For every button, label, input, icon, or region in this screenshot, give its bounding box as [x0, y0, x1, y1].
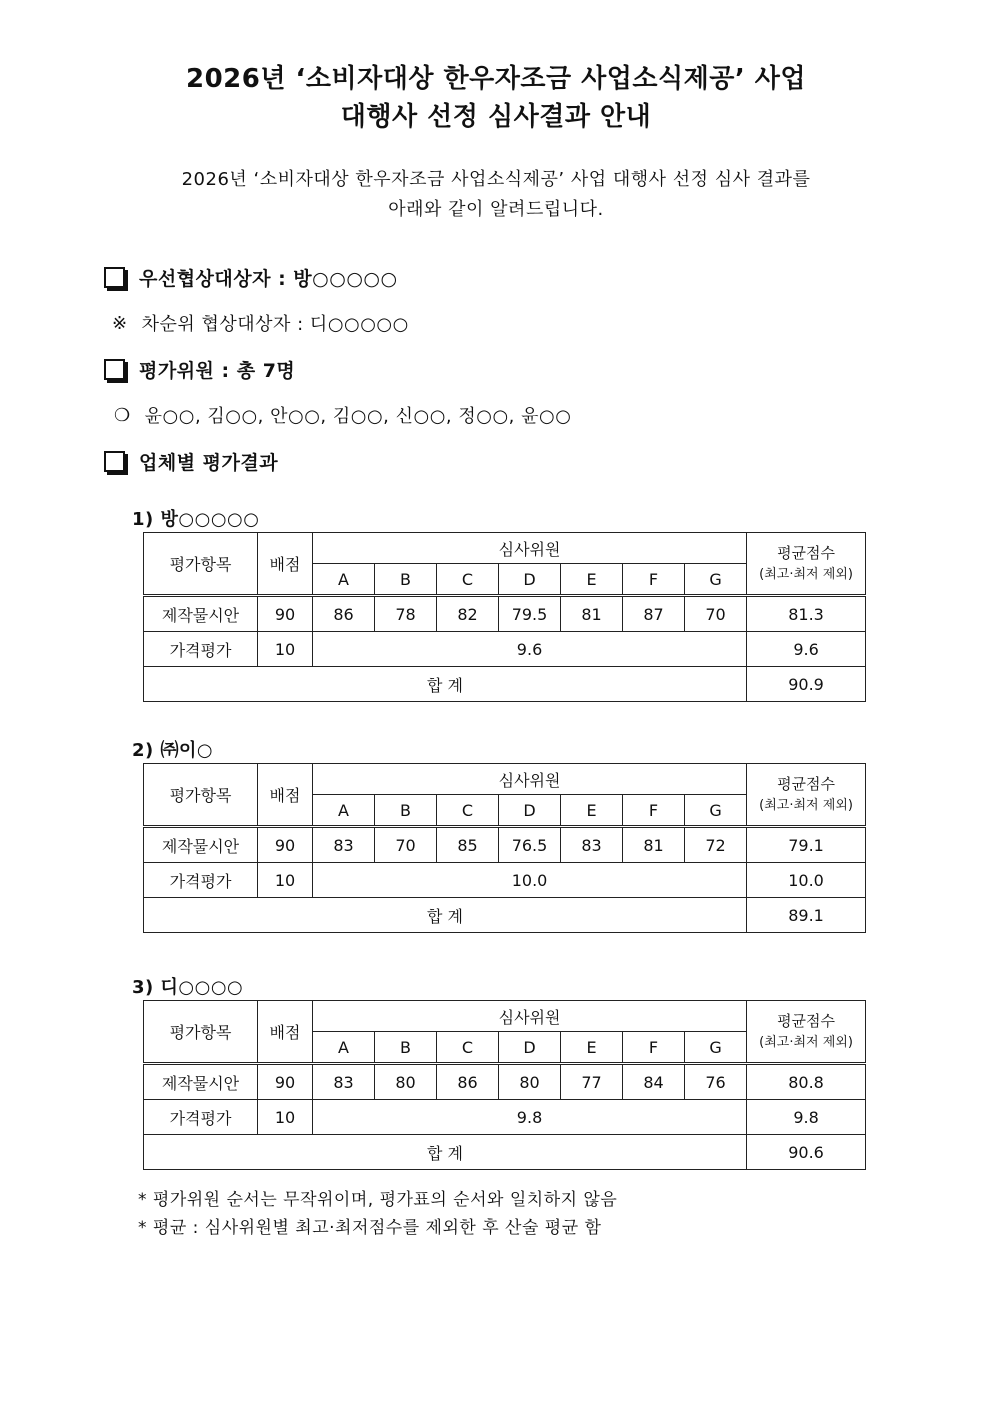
judge-letter: D [499, 795, 561, 827]
judge-score: 79.5 [499, 596, 561, 632]
header-points: 배점 [258, 533, 313, 596]
row-average: 81.3 [747, 596, 866, 632]
header-average [747, 764, 866, 827]
table-row [144, 1100, 866, 1135]
judge-letter: G [685, 564, 747, 596]
table-row [144, 827, 866, 863]
total-label: 합 계 [144, 1135, 747, 1170]
table-row [144, 632, 866, 667]
row-points: 10 [258, 1100, 313, 1135]
judge-score: 85 [437, 827, 499, 863]
judge-letter: C [437, 1032, 499, 1064]
score-table [143, 1000, 866, 1170]
judge-score: 82 [437, 596, 499, 632]
row-points: 90 [258, 827, 313, 863]
total-label: 합 계 [144, 898, 747, 933]
total-value: 90.6 [747, 1135, 866, 1170]
judge-score: 81 [561, 596, 623, 632]
checkbox-square-icon [104, 451, 125, 472]
evaluator-names-text: 윤○○, 김○○, 안○○, 김○○, 신○○, 정○○, 윤○○ [144, 406, 572, 427]
row-item: 제작물시안 [144, 596, 258, 632]
total-row [144, 898, 866, 933]
judge-letter: A [313, 795, 375, 827]
judge-score: 77 [561, 1064, 623, 1100]
footnote: * 평가위원 순서는 무작위이며, 평가표의 순서와 일치하지 않음 [138, 1190, 618, 1210]
next-rank-label: 차순위 협상대상자 : 디○○○○○ [141, 314, 409, 335]
judge-letter: F [623, 564, 685, 596]
header-judges: 심사위원 [313, 1001, 747, 1032]
reference-mark-icon: ※ [112, 312, 128, 334]
total-label: 합 계 [144, 667, 747, 702]
avg-label: 평균점수 [777, 774, 836, 793]
judge-letter: F [623, 1032, 685, 1064]
next-rank-note [112, 310, 409, 336]
judge-score: 83 [561, 827, 623, 863]
row-average: 10.0 [747, 863, 866, 898]
row-average: 80.8 [747, 1064, 866, 1100]
row-item: 제작물시안 [144, 1064, 258, 1100]
checkbox-square-icon [104, 359, 125, 380]
header-judges: 심사위원 [313, 764, 747, 795]
checkbox-square-icon [104, 267, 125, 288]
total-value: 90.9 [747, 667, 866, 702]
judge-score: 76.5 [499, 827, 561, 863]
company-heading: 1) 방○○○○○ [132, 509, 260, 530]
row-item: 가격평가 [144, 1100, 258, 1135]
table-row [144, 863, 866, 898]
total-value: 89.1 [747, 898, 866, 933]
judge-letter: B [375, 564, 437, 596]
judge-score: 87 [623, 596, 685, 632]
row-points: 10 [258, 632, 313, 667]
row-average: 79.1 [747, 827, 866, 863]
header-item: 평가항목 [144, 764, 258, 827]
price-score: 9.6 [313, 632, 747, 667]
priority-label: 우선협상대상자 : 방○○○○○ [139, 268, 398, 290]
judge-letter: G [685, 795, 747, 827]
judge-score: 80 [499, 1064, 561, 1100]
doc-title-line2: 대행사 선정 심사결과 안내 [340, 102, 652, 132]
judge-letter: G [685, 1032, 747, 1064]
header-points: 배점 [258, 764, 313, 827]
header-points: 배점 [258, 1001, 313, 1064]
judge-score: 83 [313, 1064, 375, 1100]
row-item: 제작물시안 [144, 827, 258, 863]
header-average [747, 533, 866, 596]
judge-letter: B [375, 795, 437, 827]
header-average [747, 1001, 866, 1064]
avg-label: 평균점수 [777, 543, 836, 562]
doc-title-line1: 2026년 ‘소비자대상 한우자조금 사업소식제공’ 사업 [185, 64, 807, 94]
total-row [144, 667, 866, 702]
judge-score: 86 [313, 596, 375, 632]
judge-letter: A [313, 1032, 375, 1064]
company-heading: 2) ㈜이○ [132, 740, 214, 761]
row-item: 가격평가 [144, 863, 258, 898]
row-points: 90 [258, 596, 313, 632]
row-average: 9.6 [747, 632, 866, 667]
price-score: 10.0 [313, 863, 747, 898]
row-points: 90 [258, 1064, 313, 1100]
priority-section [104, 264, 398, 291]
judge-letter: C [437, 564, 499, 596]
intro-line1: 2026년 ‘소비자대상 한우자조금 사업소식제공’ 사업 대행사 선정 심사 결과를 [181, 169, 811, 190]
avg-label: 평균점수 [777, 1011, 836, 1030]
judge-letter: E [561, 795, 623, 827]
judge-score: 86 [437, 1064, 499, 1100]
judge-score: 80 [375, 1064, 437, 1100]
company-heading: 3) 디○○○○ [132, 977, 244, 998]
judge-score: 83 [313, 827, 375, 863]
header-item: 평가항목 [144, 533, 258, 596]
header-judges: 심사위원 [313, 533, 747, 564]
row-points: 10 [258, 863, 313, 898]
judge-score: 78 [375, 596, 437, 632]
judge-letter: D [499, 564, 561, 596]
judge-score: 72 [685, 827, 747, 863]
judge-score: 81 [623, 827, 685, 863]
table-row [144, 596, 866, 632]
intro-line2: 아래와 같이 알려드립니다. [388, 199, 604, 220]
score-table [143, 532, 866, 702]
score-table [143, 763, 866, 933]
judge-letter: A [313, 564, 375, 596]
header-item: 평가항목 [144, 1001, 258, 1064]
evaluator-names [114, 402, 571, 428]
judge-letter: C [437, 795, 499, 827]
avg-note: (최고·최저 제외) [759, 566, 853, 582]
judge-letter: D [499, 1032, 561, 1064]
row-average: 9.8 [747, 1100, 866, 1135]
judge-score: 76 [685, 1064, 747, 1100]
price-score: 9.8 [313, 1100, 747, 1135]
judge-letter: E [561, 1032, 623, 1064]
results-heading: 업체별 평가결과 [139, 452, 279, 474]
judge-letter: F [623, 795, 685, 827]
judge-letter: B [375, 1032, 437, 1064]
table-row [144, 1064, 866, 1100]
avg-note: (최고·최저 제외) [759, 797, 853, 813]
total-row [144, 1135, 866, 1170]
circle-bullet-icon: ❍ [114, 404, 131, 426]
evaluators-section [104, 356, 295, 383]
footnote: * 평균 : 심사위원별 최고·최저점수를 제외한 후 산술 평균 함 [138, 1218, 602, 1238]
row-item: 가격평가 [144, 632, 258, 667]
avg-note: (최고·최저 제외) [759, 1034, 853, 1050]
judge-score: 84 [623, 1064, 685, 1100]
results-section [104, 448, 278, 475]
judge-score: 70 [375, 827, 437, 863]
evaluators-label: 평가위원 : 총 7명 [139, 360, 296, 382]
judge-letter: E [561, 564, 623, 596]
judge-score: 70 [685, 596, 747, 632]
